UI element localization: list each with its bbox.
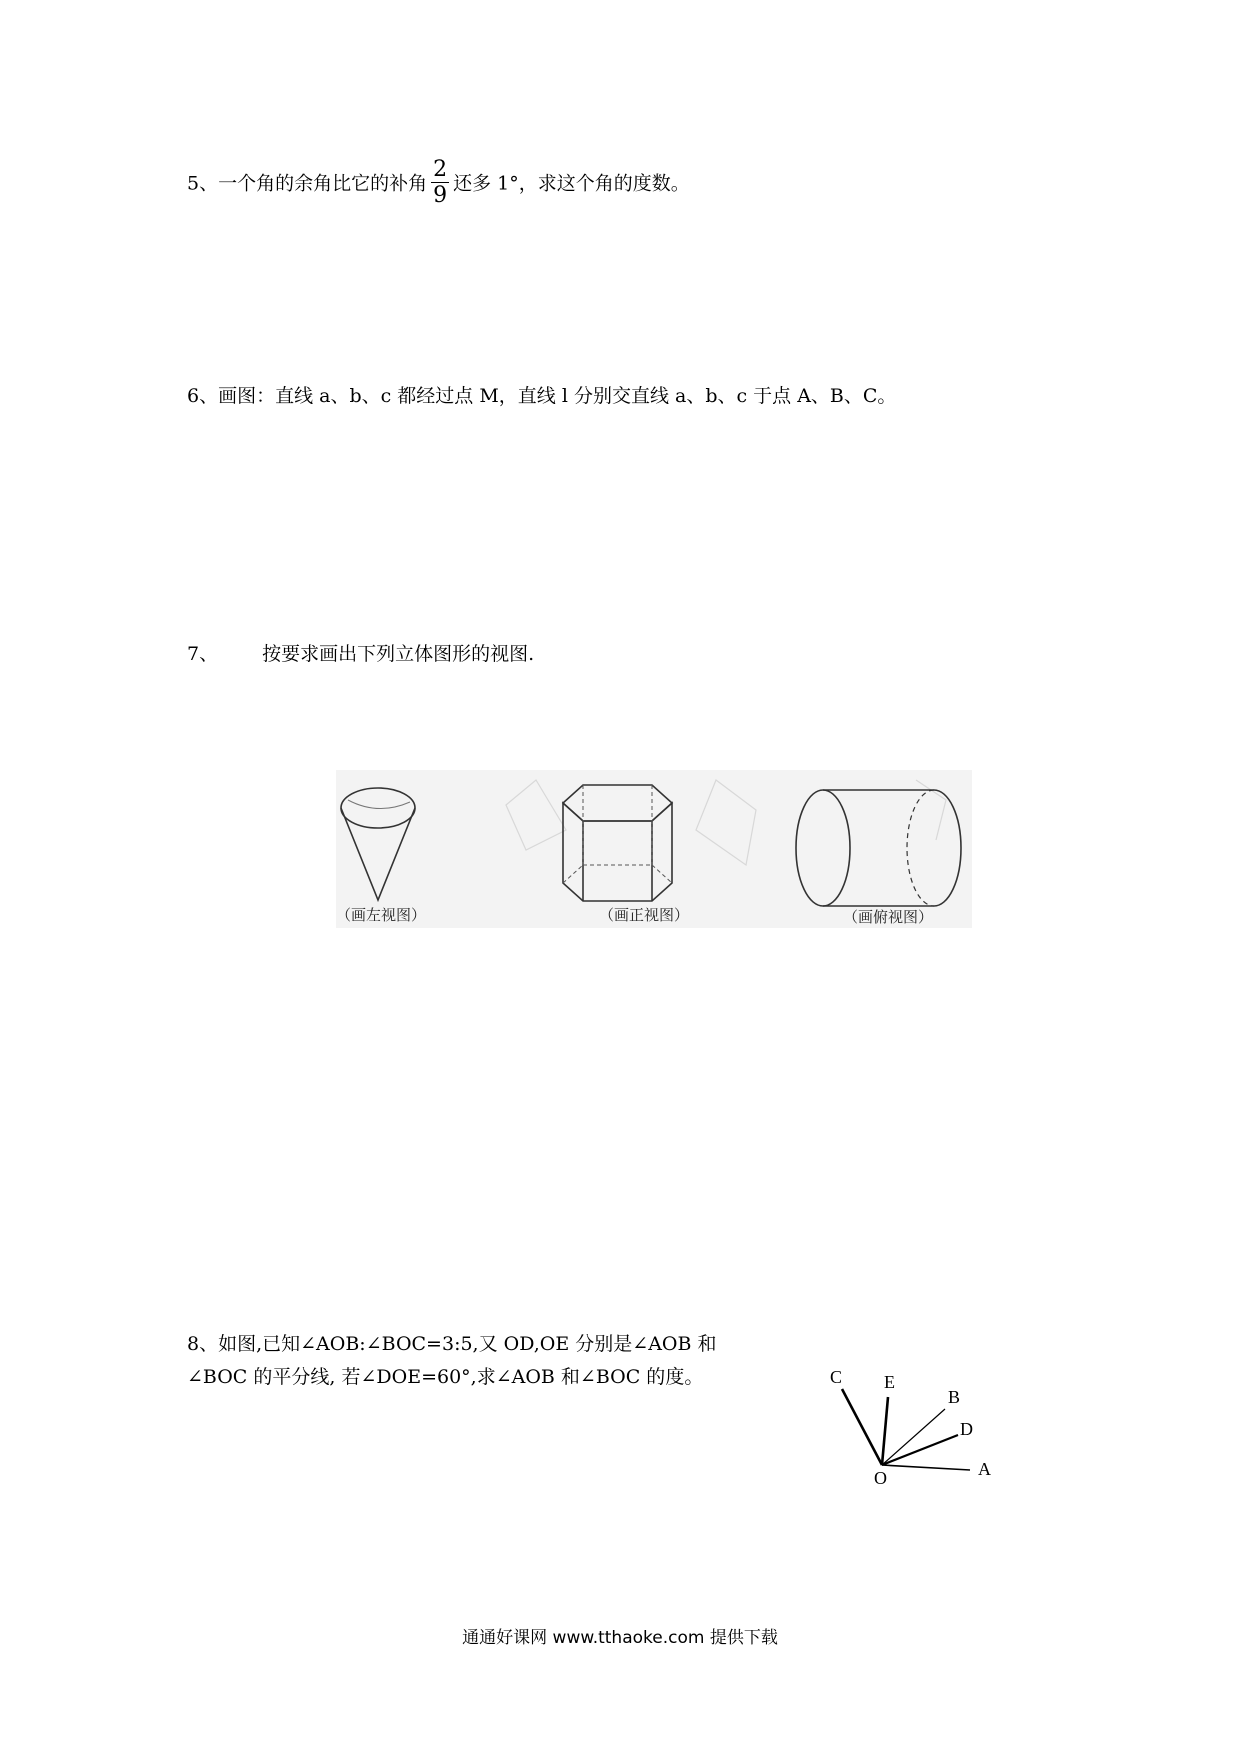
fraction-numerator: 2: [433, 157, 448, 182]
label-a: A: [978, 1459, 991, 1479]
angle-figure: [810, 1365, 1010, 1485]
label-d: D: [960, 1419, 973, 1439]
question-7-text: 按要求画出下列立体图形的视图.: [262, 643, 535, 665]
label-e: E: [884, 1372, 895, 1392]
question-6: 6、画图：直线 a、b、c 都经过点 M，直线 l 分别交直线 a、b、c 于点 A、B、C。: [187, 385, 897, 407]
ray-oa: [882, 1465, 970, 1470]
caption-prism-front-view: （画正视图）: [599, 906, 690, 924]
cylinder-shape: [796, 790, 961, 906]
fraction-two-ninths: [431, 158, 449, 207]
label-c: C: [830, 1367, 843, 1387]
background-ghost-strokes: [506, 780, 946, 865]
question-8-line-2: ∠BOC 的平分线, 若∠DOE=60°,求∠AOB 和∠BOC 的度。: [187, 1366, 704, 1388]
ray-ob: [882, 1409, 945, 1465]
solids-figure: [336, 770, 972, 928]
question-7: [187, 645, 534, 664]
question-5: [187, 157, 690, 209]
question-8-line-1: 8、如图,已知∠AOB:∠BOC=3:5,又 OD,OE 分别是∠AOB 和: [187, 1333, 717, 1355]
question-5-text-before: 5、一个角的余角比它的补角: [187, 172, 428, 195]
label-b: B: [948, 1387, 961, 1407]
ray-oc: [842, 1389, 882, 1465]
cone-shape: [341, 788, 415, 900]
ray-od: [882, 1435, 958, 1465]
hexagonal-prism-shape: [563, 785, 672, 901]
footer-credit: 通通好课网 www.tthaoke.com 提供下载: [462, 1628, 778, 1648]
question-5-text-after: 还多 1°，求这个角的度数。: [453, 172, 690, 195]
caption-cylinder-top-view: （画俯视图）: [843, 908, 934, 926]
caption-cone-left-view: （画左视图）: [336, 906, 427, 924]
question-7-number: 7、: [187, 643, 219, 665]
label-o: O: [874, 1468, 887, 1485]
ray-oe: [882, 1397, 888, 1465]
angle-drawing: [810, 1365, 1010, 1485]
fraction-denominator: 9: [433, 183, 448, 209]
